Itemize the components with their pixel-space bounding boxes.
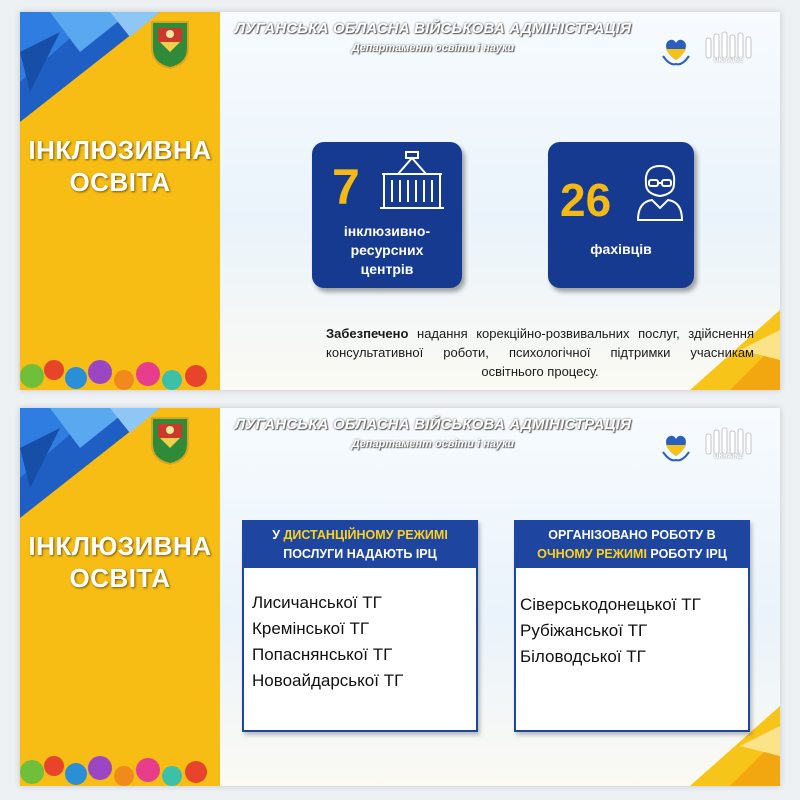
painted-hands-decoration <box>20 742 220 786</box>
coat-of-arms-icon <box>148 414 192 466</box>
remote-mode-box <box>242 520 478 732</box>
side-title-line2: ОСВІТА <box>69 167 171 197</box>
heart-hands-icon <box>660 34 692 68</box>
stat-label-line: ресурсних <box>350 242 424 258</box>
stat-label-line: інклюзивно- <box>343 223 431 239</box>
description-text <box>326 324 754 381</box>
side-title-line1: ІНКЛЮЗИВНА <box>28 531 212 561</box>
description-rest: надання корекційно-розвивальних послуг, здійснення консультативної роботи, психологічної підтримки учасникам освітнього процесу. <box>326 326 754 379</box>
stat-card-centers <box>312 142 462 288</box>
side-title <box>20 134 220 198</box>
side-title <box>20 530 220 594</box>
stat-card-specialists <box>548 142 694 288</box>
header-subtitle: Департамент освіти і науки <box>351 438 515 450</box>
box-header-line2: ПОСЛУГИ НАДАЮТЬ ІРЦ <box>283 547 437 561</box>
box-header-suffix: РОБОТУ ІРЦ <box>646 547 727 561</box>
stat-number: 26 <box>560 174 612 226</box>
logo-tag: UKRAINE <box>714 58 744 64</box>
box-header <box>516 522 748 568</box>
header-title: ЛУГАНСЬКА ОБЛАСНА ВІЙСЬКОВА АДМІНІСТРАЦІЯ <box>234 416 632 433</box>
stat-label-line: центрів <box>360 261 414 277</box>
slide-regions <box>20 408 780 786</box>
stat-label <box>312 222 462 279</box>
description-bold: Забезпечено <box>326 326 409 341</box>
list-item: Сіверськодонецької ТГ <box>520 595 701 614</box>
box-header-line1: ОРГАНІЗОВАНО РОБОТУ В <box>548 528 716 542</box>
raised-hands-icon <box>702 426 760 466</box>
blue-triangles-decoration <box>20 12 160 122</box>
painted-hands-decoration <box>20 346 220 390</box>
side-title-line2: ОСВІТА <box>69 563 171 593</box>
in-person-mode-box <box>514 520 750 732</box>
coat-of-arms-icon <box>148 18 192 70</box>
list-item: Кремінської ТГ <box>252 619 370 638</box>
heart-hands-icon <box>660 430 692 464</box>
left-panel <box>20 408 220 786</box>
box-header-highlight: ОЧНОМУ РЕЖИМІ <box>537 547 647 561</box>
list-item: Рубіжанської ТГ <box>520 621 648 640</box>
list-item: Лисичанської ТГ <box>252 593 382 612</box>
header-subtitle: Департамент освіти і науки <box>351 42 515 54</box>
raised-hands-icon <box>702 30 760 70</box>
list-item: Біловодської ТГ <box>520 647 646 666</box>
header-title: ЛУГАНСЬКА ОБЛАСНА ВІЙСЬКОВА АДМІНІСТРАЦІЯ <box>234 20 632 37</box>
side-title-line1: ІНКЛЮЗИВНА <box>28 135 212 165</box>
box-list <box>244 568 476 694</box>
logo-tag: UKRAINE <box>714 454 744 460</box>
box-header-highlight: ДИСТАНЦІЙНОМУ РЕЖИМІ <box>283 528 448 542</box>
box-header <box>244 522 476 568</box>
left-panel <box>20 12 220 390</box>
stat-number: 7 <box>332 159 360 215</box>
building-icon <box>378 150 446 212</box>
slide-stats <box>20 12 780 390</box>
blue-triangles-decoration <box>20 408 160 518</box>
box-header-prefix: У <box>272 528 284 542</box>
list-item: Попаснянської ТГ <box>252 645 393 664</box>
list-item: Новоайдарської ТГ <box>252 671 404 690</box>
box-list <box>516 568 748 670</box>
stat-label: фахівців <box>590 241 652 257</box>
teacher-icon <box>634 160 686 222</box>
